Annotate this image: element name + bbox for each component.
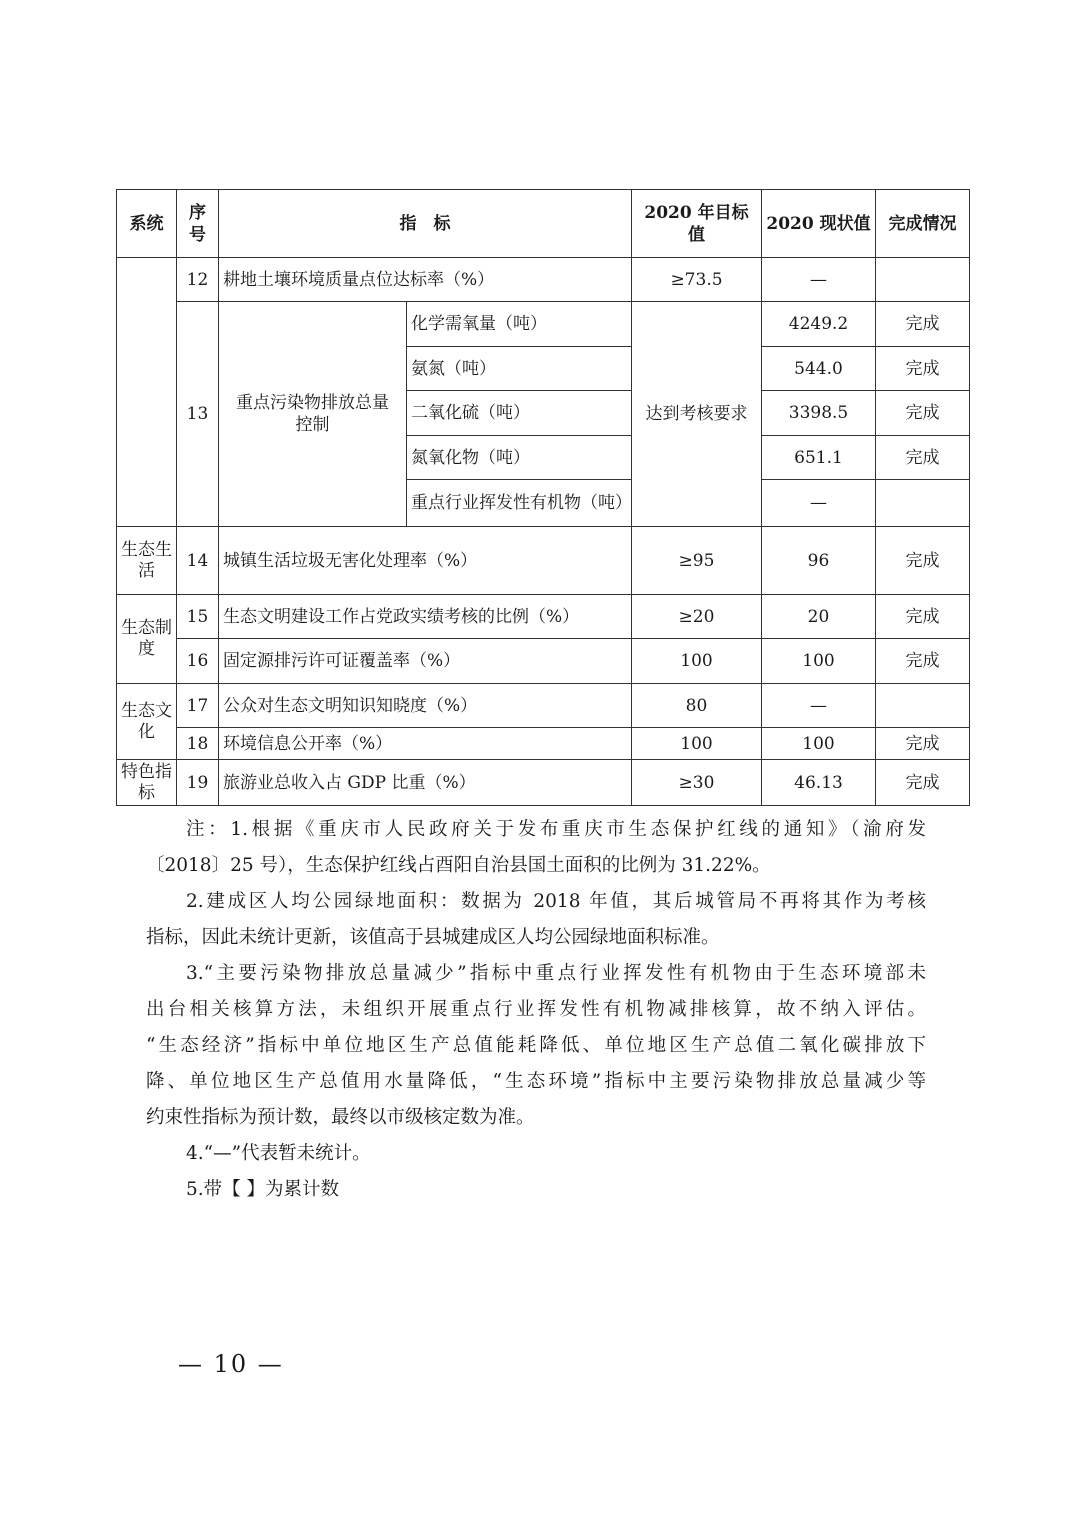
table-header-row [117,190,970,258]
target-cell: ≥30 [632,760,762,806]
status-cell: 3398.5 [762,391,876,436]
header-target: 2020 年目标值 [632,190,762,258]
seq-cell: 12 [177,258,219,302]
status-cell: — [762,480,876,527]
completion-cell [876,258,970,302]
header-seq: 序号 [177,190,219,258]
header-system: 系统 [117,190,177,258]
table-row [117,302,970,347]
indicator-cell: 生态文明建设工作占党政实绩考核的比例（%） [219,595,632,639]
target-cell: 100 [632,639,762,684]
target-cell: 80 [632,684,762,728]
table-row [117,595,970,639]
note-1-line-2: 〔2018〕25 号），生态保护红线占酉阳自治县国土面积的比例为 31.22%。 [146,855,771,876]
note-3-line-3: “生态经济”指标中单位地区生产总值能耗降低、单位地区生产总值二氧化碳排放下 [146,1035,926,1056]
table-row [117,258,970,302]
indicator-cell: 公众对生态文明知识知晓度（%） [219,684,632,728]
status-cell: — [762,258,876,302]
completion-cell: 完成 [876,595,970,639]
table-row [117,760,970,806]
status-cell: 651.1 [762,436,876,480]
indicator-cell: 城镇生活垃圾无害化处理率（%） [219,527,632,595]
page-number: — 10 — [178,1350,284,1378]
note-3-line-1: 3.“主要污染物排放总量减少”指标中重点行业挥发性有机物由于生态环境部未 [186,963,926,984]
status-cell: 100 [762,728,876,760]
target-cell: ≥20 [632,595,762,639]
system-cell: 生态制度 [117,595,177,684]
table-row [117,639,970,684]
header-indicator: 指 标 [219,190,632,258]
target-cell: 达到考核要求 [632,302,762,527]
header-completion: 完成情况 [876,190,970,258]
sub-indicator-cell: 氮氧化物（吨） [407,436,632,480]
completion-cell: 完成 [876,728,970,760]
note-3-line-2: 出台相关核算方法，未组织开展重点行业挥发性有机物减排核算，故不纳入评估。 [146,999,926,1020]
status-cell: 20 [762,595,876,639]
system-cell: 生态文化 [117,684,177,760]
completion-cell: 完成 [876,527,970,595]
completion-cell: 完成 [876,760,970,806]
target-cell: 100 [632,728,762,760]
completion-cell [876,480,970,527]
status-cell: 4249.2 [762,302,876,347]
status-cell: — [762,684,876,728]
sub-indicator-cell: 二氧化硫（吨） [407,391,632,436]
seq-cell: 17 [177,684,219,728]
status-cell: 96 [762,527,876,595]
completion-cell [876,684,970,728]
indicator-cell: 重点污染物排放总量控制 [219,302,407,527]
seq-cell: 15 [177,595,219,639]
indicator-cell: 耕地土壤环境质量点位达标率（%） [219,258,632,302]
note-3-line-5: 约束性指标为预计数，最终以市级核定数为准。 [146,1107,535,1128]
target-cell: ≥95 [632,527,762,595]
table-row [117,728,970,760]
indicator-cell: 旅游业总收入占 GDP 比重（%） [219,760,632,806]
note-4: 4.“—”代表暂未统计。 [186,1143,371,1164]
status-cell: 46.13 [762,760,876,806]
seq-cell: 14 [177,527,219,595]
note-3-line-4: 降、单位地区生产总值用水量降低，“生态环境”指标中主要污染物排放总量减少等 [146,1071,926,1092]
sub-indicator-cell: 氨氮（吨） [407,347,632,391]
header-status: 2020 现状值 [762,190,876,258]
completion-cell: 完成 [876,391,970,436]
seq-cell: 18 [177,728,219,760]
note-1-line-1: 注：1.根据《重庆市人民政府关于发布重庆市生态保护红线的通知》（渝府发 [186,819,926,840]
completion-cell: 完成 [876,302,970,347]
note-2-line-1: 2.建成区人均公园绿地面积：数据为 2018 年值，其后城管局不再将其作为考核 [186,891,926,912]
note-5: 5.带【 】为累计数 [186,1179,340,1200]
sub-indicator-cell: 重点行业挥发性有机物（吨） [407,480,632,527]
system-cell-empty [117,258,177,527]
system-cell: 特色指标 [117,760,177,806]
completion-cell: 完成 [876,347,970,391]
table-row [117,527,970,595]
note-2-line-2: 指标，因此未统计更新，该值高于县城建成区人均公园绿地面积标准。 [146,927,720,948]
seq-cell: 13 [177,302,219,527]
indicator-table [116,189,970,806]
target-cell: ≥73.5 [632,258,762,302]
sub-indicator-cell: 化学需氧量（吨） [407,302,632,347]
system-cell: 生态生活 [117,527,177,595]
completion-cell: 完成 [876,436,970,480]
completion-cell: 完成 [876,639,970,684]
table-row [117,684,970,728]
status-cell: 544.0 [762,347,876,391]
notes-section [146,812,926,1208]
seq-cell: 16 [177,639,219,684]
status-cell: 100 [762,639,876,684]
seq-cell: 19 [177,760,219,806]
indicator-cell: 环境信息公开率（%） [219,728,632,760]
indicator-cell: 固定源排污许可证覆盖率（%） [219,639,632,684]
